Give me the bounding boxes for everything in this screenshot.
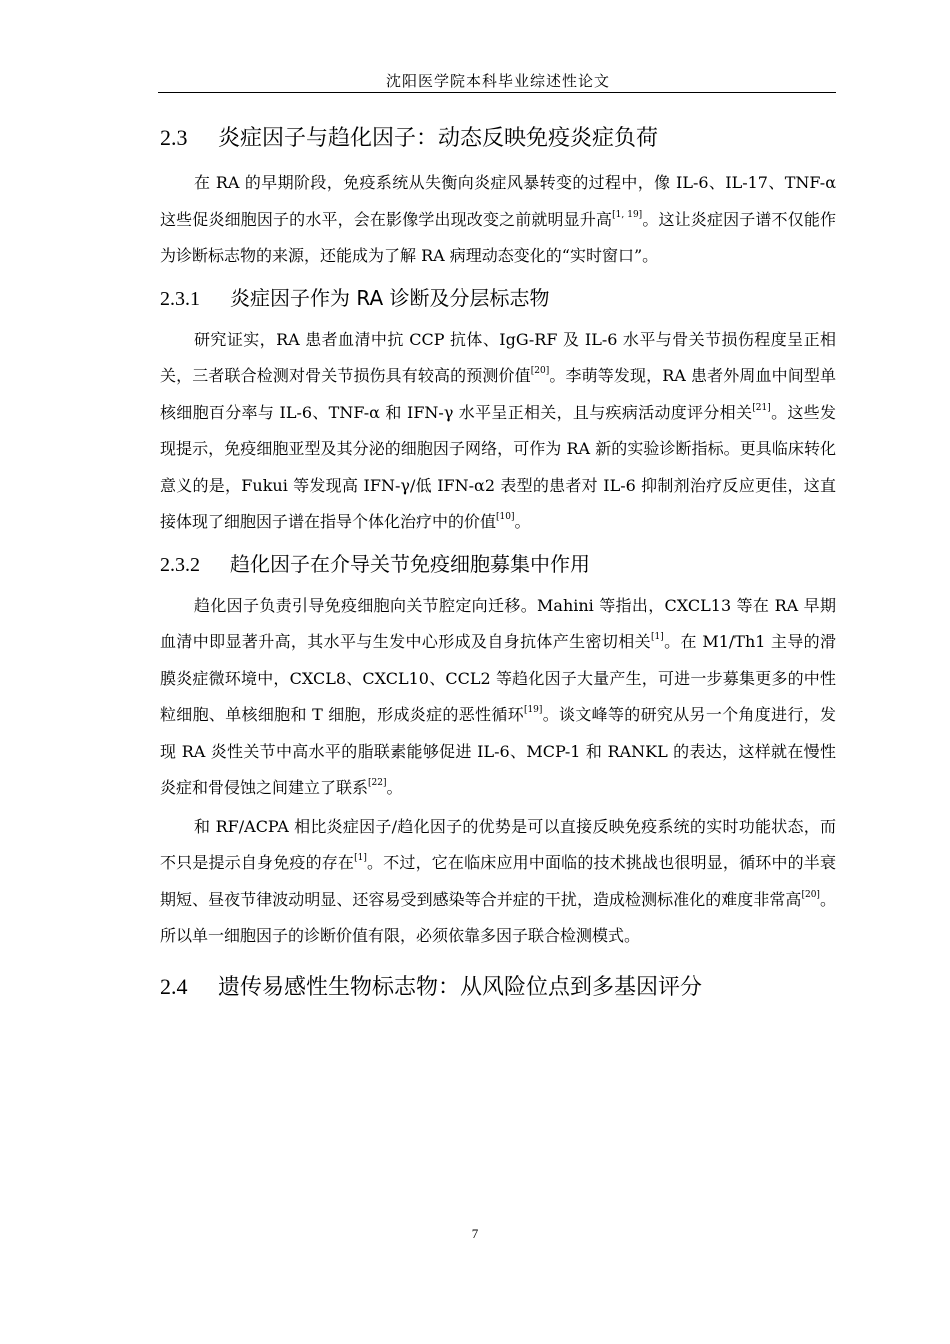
paragraph-text: 在 RA 的早期阶段，免疫系统从失衡向炎症风暴转变的过程中，像 IL-6、IL-17、TNF-α 这些促炎细胞因子的水平，会在影像学出现改变之前就明显升高: [160, 173, 836, 229]
section-title: 炎症因子与趋化因子：动态反映免疫炎症负荷: [218, 126, 659, 151]
citation: [1]: [354, 853, 367, 863]
citation: [22]: [368, 778, 387, 788]
page-number: 7: [471, 1226, 479, 1241]
section-heading-2-3-1: [160, 283, 836, 314]
paragraph-inflammatory-markers: [160, 322, 836, 541]
paragraph-text: 。: [514, 512, 531, 531]
citation: [20]: [801, 889, 820, 900]
section-title: 炎症因子作为 RA 诊断及分层标志物: [230, 285, 550, 310]
paragraph-intro: [160, 165, 836, 275]
header-rule: [158, 92, 836, 93]
running-header: 沈阳医学院本科毕业综述性论文: [385, 72, 610, 90]
paragraph-text: 趋化因子负责引导免疫细胞向关节腔定向迁移。Mahini 等指出，CXCL13 等在 RA 早期血清中即显著升高，其水平与生发中心形成及自身抗体产生密切相关: [160, 595, 836, 651]
paragraph-text: 。这些发现提示，免疫细胞亚型及其分泌的细胞因子网络，可作为 RA 新的实验诊断指标。更具临床转化意义的是，Fukui 等发现高 IFN-γ/低 IFN-α2 表型的患者对 IL-6 抑制剂治疗反应更佳，这直接体现了细胞因子谱在指导个体化治疗中的价值: [160, 402, 836, 531]
citation: [10]: [496, 512, 515, 522]
section-heading-2-4: [160, 971, 836, 1004]
section-heading-2-3: [160, 122, 836, 155]
section-number: 2.4: [160, 973, 188, 999]
paragraph-text: 。这让炎症因子谱不仅能作为诊断标志物的来源，还能成为了解 RA 病理动态变化的“实时窗口”。: [160, 209, 836, 265]
paragraph-text: 。谈文峰等的研究从另一个角度进行，发现 RA 炎性关节中高水平的脂联素能够促进 IL-6、MCP-1 和 RANKL 的表达，这样就在慢性炎症和骨侵蚀之间建立了联系: [160, 705, 836, 797]
citation: [1]: [651, 632, 664, 642]
paragraph-text: 。李萌等发现，RA 患者外周血中间型单核细胞百分率与 IL-6、TNF-α 和 IFN-γ 水平呈正相关，且与疾病活动度评分相关: [160, 366, 836, 422]
paragraph-text: 研究证实，RA 患者血清中抗 CCP 抗体、IgG-RF 及 IL-6 水平与骨关节损伤程度呈正相关，三者联合检测对骨关节损伤具有较高的预测价值: [160, 329, 836, 385]
citation: [21]: [752, 402, 771, 413]
citation: [1, 19]: [612, 209, 643, 220]
section-title: 趋化因子在介导关节免疫细胞募集中作用: [230, 551, 590, 576]
section-number: 2.3: [160, 125, 188, 150]
citation: [20]: [530, 366, 550, 376]
paragraph-text: 。: [386, 778, 403, 797]
page-content: [160, 112, 836, 1014]
section-number: 2.3.2: [160, 553, 200, 576]
section-heading-2-3-2: [160, 549, 836, 580]
section-title: 遗传易感性生物标志物：从风险位点到多基因评分: [218, 974, 703, 1000]
citation: [19]: [523, 705, 543, 715]
paragraph-text: 。所以单一细胞因子的诊断价值有限，必须依靠多因子联合检测模式。: [160, 889, 836, 945]
paragraph-comparison: [160, 809, 836, 955]
paragraph-chemokines: [160, 588, 836, 807]
paragraph-text: 。在 M1/Th1 主导的滑膜炎症微环境中，CXCL8、CXCL10、CCL2 等趋化因子大量产生，可进一步募集更多的中性粒细胞、单核细胞和 T 细胞，形成炎症的恶性循环: [160, 632, 836, 724]
paragraph-text: 和 RF/ACPA 相比炎症因子/趋化因子的优势是可以直接反映免疫系统的实时功能状态，而不只是提示自身免疫的存在: [160, 816, 836, 872]
section-number: 2.3.1: [160, 287, 200, 310]
paragraph-text: 。不过，它在临床应用中面临的技术挑战也很明显，循环中的半衰期短、昼夜节律波动明显、还容易受到感染等合并症的干扰，造成检测标准化的难度非常高: [160, 853, 836, 909]
